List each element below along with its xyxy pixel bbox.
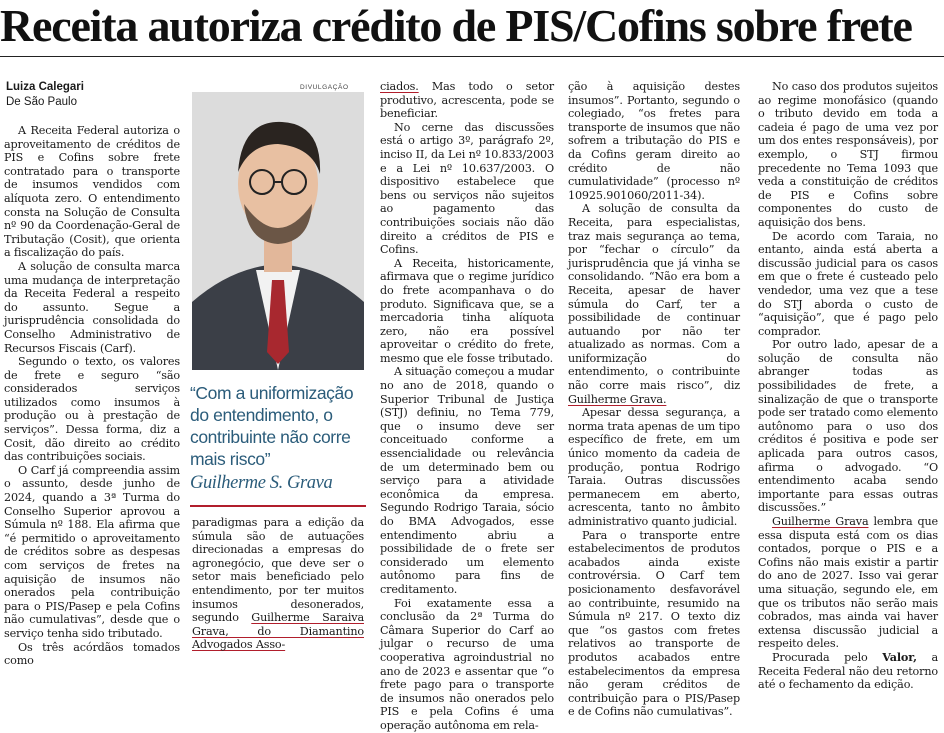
paragraph: O Carf já compreendia assim o assunto, desde junho de 2024, quando a 3ª Turma do Conselho Superior aprovou a Súmula nº 188. Ela afirma que “é permitido o aproveitamento de créditos sobre as despesas com serviços de fretes na aquisição de insumos não onerados pela contribuição para o PIS/Pasep e pela Cofins não cumulativas”, desde que o serviço tenha sido tributado.	[4, 463, 180, 640]
author-name: Luiza Calegari	[6, 81, 84, 93]
article-column-5	[758, 80, 938, 692]
article-column-3	[380, 80, 554, 733]
byline	[6, 80, 84, 110]
source-link: Guilherme Grava	[772, 515, 869, 528]
pull-quote	[190, 382, 368, 494]
portrait-illustration	[192, 92, 364, 370]
article-column-2	[192, 516, 364, 652]
paragraph: A Receita Federal autoriza o aproveitamento de créditos de PIS e Cofins sobre frete contratado para o transporte de insumos vendidos com alíquota zero. O entendimento consta na Solução de Consulta nº 90 da Coordenação-Geral de Tributação (Cosit), que orienta a fiscalização do país.	[4, 124, 180, 260]
source-link: ciados.	[380, 80, 419, 93]
article-column-1	[4, 124, 180, 668]
pull-quote-rule	[190, 505, 366, 507]
paragraph: Para o transporte entre estabelecimentos de produtos acabados ainda existe controvérsia. O Carf tem posicionamento desfavorável ao contribuinte, resumido na Súmula nº 217. O texto diz que “os gastos com fretes relativos ao transporte de produtos acabados entre estabelecimentos da empresa não geram créditos de contribuição para o PIS/Pasep e de Cofins não cumulativas”.	[568, 528, 740, 719]
paragraph: Apesar dessa segurança, a norma trata apenas de um tipo específico de frete, em um único momento da cadeia de produção, pontua Rodrigo Taraia. Outras discussões permanecem em aberto, acrescenta, tanto no âmbito administrativo quanto judicial.	[568, 406, 740, 528]
paragraph: A solução de consulta da Receita, para especialistas, traz mais segurança ao tema, por “fechar o círculo” da jurisprudência que já vinha se consolidando. “Não era bom a Receita, apesar de haver súmula do Carf, ter a possibilidade de continuar autuando por não ter atualizado as normas. Com a uniformização do entendimento, o contribuinte não corre mais risco”, diz Guilherme Grava.	[568, 202, 740, 406]
paragraph: paradigmas para a edição da súmula são de autuações direcionadas a empresas do agronegócio, que deve ser o setor mais beneficiado pelo entendimento, por ter muitos insumos desonerados, segundo Guilherme Saraiva Grava, do Diamantino Advogados Asso-	[192, 516, 364, 652]
paragraph: Segundo o texto, os valores de frete e seguro “são considerados serviços utilizados como insumos à produção ou à prestação de serviços”. Dessa forma, diz a Cosit, dão direito ao crédito das contribuições sociais.	[4, 355, 180, 464]
paragraph: Foi exatamente essa a conclusão da 2ª Turma do Câmara Superior do Carf ao julgar o recurso de uma cooperativa agroindustrial no ano de 2023 e assentar que “o frete pago para o transporte de insumos não onerados pelo PIS e pela Cofins é uma operação autônoma em rela-	[380, 596, 554, 732]
paragraph: ciados. Mas todo o setor produtivo, acrescenta, pode se beneficiar.	[380, 80, 554, 121]
photo-credit: DIVULGAÇÃO	[300, 84, 349, 91]
paragraph: A Receita, historicamente, afirmava que o regime jurídico do frete acompanhava o do produto. Significava que, se a mercadoria tinha alíquota zero, não era possível aproveitar o crédito do frete, mesmo que ele fosse tributado.	[380, 256, 554, 365]
article-column-4	[568, 80, 740, 719]
paragraph: A solução de consulta marca uma mudança de interpretação da Receita Federal a respeito do assunto. Segue a jurisprudência consolidada do Conselho Administrativo de Recursos Fiscais (Carf).	[4, 259, 180, 355]
paragraph: Os três acórdãos tomados como	[4, 640, 180, 668]
source-link: Guilherme Saraiva Grava, do Diamantino Advogados Asso-	[192, 611, 364, 652]
paragraph: Por outro lado, apesar de a solução de consulta não abranger todas as possibilidades de frete, a sinalização de que o transporte pode ser tratado como elemento autônomo para o uso dos créditos é positiva e pode ser aplicada para outros casos, afirma o advogado. “O entendimento acaba sendo importante para essas outras discussões.”	[758, 338, 938, 515]
paragraph: De acordo com Taraia, no entanto, ainda está aberta a discussão judicial para os casos em que o frete é custeado pelo vendedor, uma vez que a tese do STJ aborda o custo de “aquisição”, que é pago pelo comprador.	[758, 229, 938, 338]
author-location: De São Paulo	[6, 96, 77, 108]
pull-quote-text: “Com a uniformização do entendimento, o contribuinte não corre mais risco”	[190, 383, 354, 469]
paragraph: No caso dos produtos sujeitos ao regime monofásico (quando o tributo devido em toda a cadeia é pago de uma vez por um dos entes responsáveis), por exemplo, o STJ firmou precedente no Tema 1093 que veda a constituição de créditos de PIS e Cofins sobre componentes do custo de aquisição dos bens.	[758, 80, 938, 229]
publication-name: Valor,	[882, 649, 917, 664]
paragraph: ção à aquisição destes insumos”. Portanto, segundo o colegiado, “os fretes para transporte de insumos que não sofrem a tributação do PIS e da Cofins geram direito ao crédito de não cumulatividade” (processo nº 10925.901060/2011-34).	[568, 80, 740, 202]
paragraph: A situação começou a mudar no ano de 2018, quando o Superior Tribunal de Justiça (STJ) definiu, no Tema 779, que o insumo deve ser conceituado conforme a essencialidade ou relevância de um determinado bem ou serviço para a atividade econômica da empresa. Segundo Rodrigo Taraia, sócio do BMA Advogados, esse entendimento abriu a possibilidade de o frete ser considerado um elemento autônomo para fins de creditamento.	[380, 365, 554, 596]
paragraph: No cerne das discussões está o artigo 3º, parágrafo 2º, inciso II, da Lei nº 10.833/2003 e a Lei nº 10.637/2003. O dispositivo estabelece que bens ou serviços não sujeitos ao pagamento das contribuições sociais não dão direito a créditos de PIS e Cofins.	[380, 120, 554, 257]
source-link: Guilherme Grava.	[568, 392, 667, 406]
headline: Receita autoriza crédito de PIS/Cofins sobre frete	[0, 0, 912, 51]
pull-quote-attribution: Guilherme S. Grava	[190, 473, 333, 493]
portrait-photo	[192, 92, 364, 370]
paragraph: Guilherme Grava lembra que essa disputa está com os dias contados, porque o PIS e a Cofins não mais existir a partir do ano de 2027. Isso vai gerar uma situação, segundo ele, em que os tributos não serão mais cobrados, mas ainda vai haver extensa discussão judicial a respeito deles.	[758, 515, 939, 651]
headline-rule	[0, 56, 944, 57]
paragraph: Procurada pelo Valor, a Receita Federal não deu retorno até o fechamento da edição.	[758, 649, 938, 692]
